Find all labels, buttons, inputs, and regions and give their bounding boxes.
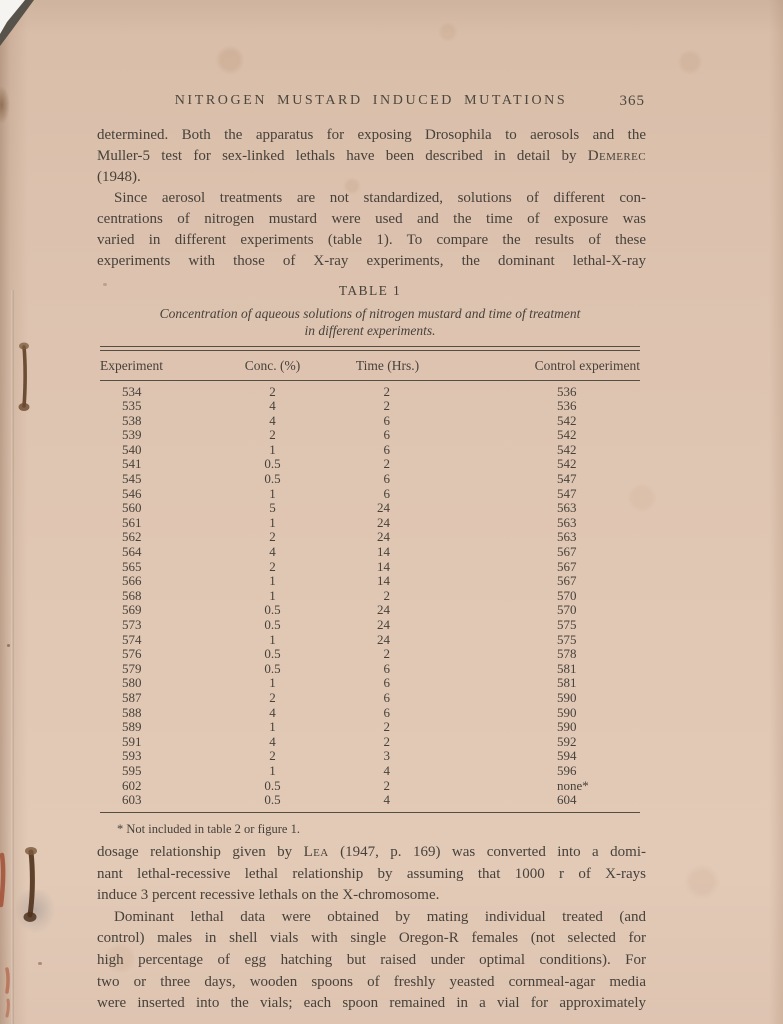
table-row	[100, 428, 640, 443]
table-cell: 4	[383, 792, 390, 808]
table-cell: 589	[122, 719, 142, 735]
table-row	[100, 574, 640, 589]
table-cell: none*	[557, 777, 589, 793]
table-cell: 594	[557, 748, 577, 764]
table-cell: 1	[269, 762, 276, 778]
text-line: nant lethal-recessive lethal relationship by assuming that 1000 r of X-rays	[97, 865, 646, 882]
table-cell: 24	[377, 617, 390, 632]
table-cell: 547	[557, 485, 577, 501]
table-cell: 560	[122, 500, 142, 516]
table-cell: 1	[269, 675, 276, 691]
table-cell: 568	[122, 587, 142, 603]
table-cell: 4	[269, 733, 276, 749]
staple-stitch-icon	[16, 340, 34, 421]
table-row	[100, 385, 640, 400]
table-row	[100, 414, 640, 429]
table-cell: 2	[383, 733, 390, 749]
column-header: Time (Hrs.)	[355, 357, 420, 373]
staple-stitch-icon	[20, 843, 42, 936]
text-line: were inserted into the vials; each spoon remained in a vial for approximately	[97, 995, 646, 1012]
table-cell: 581	[557, 660, 577, 676]
table-cell: 24	[377, 514, 390, 530]
table-cell: 2	[269, 383, 276, 399]
table-rule-bottom	[100, 812, 640, 813]
table-cell: 603	[122, 792, 142, 808]
table-cell: 14	[377, 544, 390, 560]
table-cell: 590	[557, 719, 577, 735]
paper-stain	[38, 962, 42, 965]
table-row	[100, 793, 640, 808]
table-cell: 4	[269, 412, 276, 428]
column-header: Conc. (%)	[244, 357, 301, 373]
table-cell: 579	[122, 660, 142, 676]
table-cell: 563	[557, 500, 577, 516]
table-cell: 595	[122, 762, 142, 778]
table-cell: 561	[122, 514, 142, 530]
table-row	[100, 487, 640, 502]
column-header: Control experiment	[534, 357, 640, 373]
red-ink-mark	[1, 966, 15, 1023]
table-cell: 576	[122, 646, 142, 662]
page-number: 365	[619, 93, 645, 109]
table-cell: 4	[269, 544, 276, 560]
table-cell: 593	[122, 748, 142, 764]
table-cell: 542	[557, 456, 577, 472]
table-cell: 1	[269, 719, 276, 735]
table-cell: 0.5	[264, 456, 281, 472]
table-cell: 2	[383, 646, 390, 662]
table-cell: 2	[383, 456, 390, 472]
paper-stain	[7, 644, 10, 647]
table-row	[100, 457, 640, 472]
table-cell: 6	[383, 412, 390, 428]
table-cell: 1	[269, 631, 276, 647]
text-line: determined. Both the apparatus for exposing Drosophila to aerosols and the	[97, 127, 646, 143]
body-text-bottom	[97, 842, 646, 1015]
table-cell: 567	[557, 558, 577, 574]
table-cell: 0.5	[264, 660, 281, 676]
table-row	[100, 560, 640, 575]
table-cell: 1	[269, 485, 276, 501]
table-cell: 535	[122, 398, 142, 414]
table-cell: 4	[383, 762, 390, 778]
table-row	[100, 633, 640, 648]
table-caption-line: Concentration of aqueous solutions of nitrogen mustard and time of treatment	[159, 306, 581, 321]
table-cell: 574	[122, 631, 142, 647]
table-cell: 575	[557, 631, 577, 647]
table-cell: 2	[383, 383, 390, 399]
table-cell: 602	[122, 777, 142, 793]
table-cell: 536	[557, 383, 577, 399]
table-cell: 6	[383, 485, 390, 501]
text-line: Dominant lethal data were obtained by mating individual treated (and	[114, 908, 646, 925]
table-cell: 539	[122, 427, 142, 443]
table-cell: 24	[377, 529, 390, 545]
table-row	[100, 779, 640, 794]
table-cell: 0.5	[264, 777, 281, 793]
table-cell: 14	[377, 558, 390, 574]
page-edge-notch	[0, 86, 10, 124]
table-cell: 2	[383, 398, 390, 414]
table-row	[100, 603, 640, 618]
table-row	[100, 764, 640, 779]
table-row	[100, 589, 640, 604]
table-cell: 1	[269, 514, 276, 530]
table-cell: 542	[557, 427, 577, 443]
table-cell: 2	[269, 748, 276, 764]
table-cell: 538	[122, 412, 142, 428]
table-cell: 542	[557, 412, 577, 428]
table-cell: 563	[557, 529, 577, 545]
table-label: TABLE 1	[338, 283, 402, 298]
table-cell: 0.5	[264, 602, 281, 618]
text-line: centrations of nitrogen mustard were used and the time of exposure was	[97, 211, 646, 227]
table-body	[100, 381, 640, 812]
table-cell: 547	[557, 471, 577, 487]
table-cell: 1	[269, 441, 276, 457]
table-cell: 588	[122, 704, 142, 720]
table-row	[100, 720, 640, 735]
table-row	[100, 749, 640, 764]
table-cell: 4	[269, 398, 276, 414]
body-text-top	[97, 125, 646, 272]
text-line: control) males in shell vials with single Oregon-R females (not selected for	[97, 930, 646, 947]
table-row	[100, 530, 640, 545]
table-caption-line: in different experiments.	[304, 323, 436, 338]
table-cell: 542	[557, 441, 577, 457]
table-cell: 575	[557, 617, 577, 632]
table-cell: 569	[122, 602, 142, 618]
table-row	[100, 618, 640, 633]
text-line: (1948).	[97, 169, 141, 185]
table-caption	[100, 305, 640, 339]
table-cell: 0.5	[264, 792, 281, 808]
table-row	[100, 399, 640, 414]
table-cell: 0.5	[264, 617, 281, 632]
table-cell: 591	[122, 733, 142, 749]
table-cell: 540	[122, 441, 142, 457]
table-cell: 2	[383, 719, 390, 735]
text-line: varied in different experiments (table 1). To compare the results of these	[97, 232, 646, 248]
table-cell: 6	[383, 441, 390, 457]
red-ink-mark	[0, 852, 9, 913]
table-cell: 581	[557, 675, 577, 691]
text-line: Since aerosol treatments are not standardized, solutions of different con-	[114, 190, 646, 206]
table-cell: 570	[557, 602, 577, 618]
table-cell: 14	[377, 573, 390, 589]
table-cell: 2	[383, 777, 390, 793]
table-cell: 578	[557, 646, 577, 662]
table-cell: 567	[557, 573, 577, 589]
table-row	[100, 472, 640, 487]
table-cell: 1	[269, 573, 276, 589]
table-cell: 0.5	[264, 646, 281, 662]
table-cell: 4	[269, 704, 276, 720]
table-cell: 565	[122, 558, 142, 574]
table-cell: 5	[269, 500, 276, 516]
table-cell: 6	[383, 704, 390, 720]
table-cell: 573	[122, 617, 142, 632]
table-cell: 24	[377, 602, 390, 618]
table-cell: 24	[377, 500, 390, 516]
table-row	[100, 691, 640, 706]
table-cell: 534	[122, 383, 142, 399]
table-cell: 536	[557, 398, 577, 414]
table-cell: 596	[557, 762, 577, 778]
table-row	[100, 676, 640, 691]
table-cell: 2	[269, 558, 276, 574]
text-line: experiments with those of X-ray experiments, the dominant lethal-X-ray	[97, 253, 646, 269]
text-line: induce 3 percent recessive lethals on the X-chromosome.	[97, 887, 440, 904]
table-row	[100, 443, 640, 458]
table-cell: 2	[383, 587, 390, 603]
table-cell: 566	[122, 573, 142, 589]
table-cell: 592	[557, 733, 577, 749]
table-cell: 590	[557, 689, 577, 705]
table-row	[100, 501, 640, 516]
table-cell: 563	[557, 514, 577, 530]
text-line: dosage relationship given by Lea (1947, p. 169) was converted into a domi-	[97, 844, 646, 860]
table-1	[100, 283, 640, 837]
table-row	[100, 735, 640, 750]
table-header-row	[100, 351, 640, 380]
table-row	[100, 516, 640, 531]
table-cell: 24	[377, 631, 390, 647]
running-header	[97, 93, 645, 113]
table-cell: 564	[122, 544, 142, 560]
table-cell: 6	[383, 427, 390, 443]
table-cell: 6	[383, 471, 390, 487]
text-line: high percentage of egg hatching but raised under optimal conditions). For	[97, 951, 646, 968]
table-cell: 6	[383, 675, 390, 691]
table-cell: 546	[122, 485, 142, 501]
table-row	[100, 545, 640, 560]
table-cell: 541	[122, 456, 142, 472]
table-cell: 567	[557, 544, 577, 560]
column-header: Experiment	[100, 357, 163, 373]
text-line: two or three days, wooden spoons of freshly yeasted cornmeal-agar media	[97, 973, 646, 990]
page-title: NITROGEN MUSTARD INDUCED MUTATIONS	[174, 93, 568, 108]
text-line: Muller-5 test for sex-linked lethals have been described in detail by Demerec	[97, 148, 646, 164]
table-cell: 6	[383, 660, 390, 676]
table-cell: 2	[269, 689, 276, 705]
table-cell: 580	[122, 675, 142, 691]
table-footnote: * Not included in table 2 or figure 1.	[117, 821, 300, 836]
table-cell: 6	[383, 689, 390, 705]
table-row	[100, 706, 640, 721]
table-cell: 587	[122, 689, 142, 705]
table-cell: 1	[269, 587, 276, 603]
table-cell: 2	[269, 529, 276, 545]
table-cell: 590	[557, 704, 577, 720]
table-cell: 570	[557, 587, 577, 603]
table-cell: 2	[269, 427, 276, 443]
table-row	[100, 647, 640, 662]
table-cell: 604	[557, 792, 577, 808]
table-row	[100, 662, 640, 677]
table-cell: 545	[122, 471, 142, 487]
table-cell: 562	[122, 529, 142, 545]
table-cell: 0.5	[264, 471, 281, 487]
table-cell: 3	[383, 748, 390, 764]
